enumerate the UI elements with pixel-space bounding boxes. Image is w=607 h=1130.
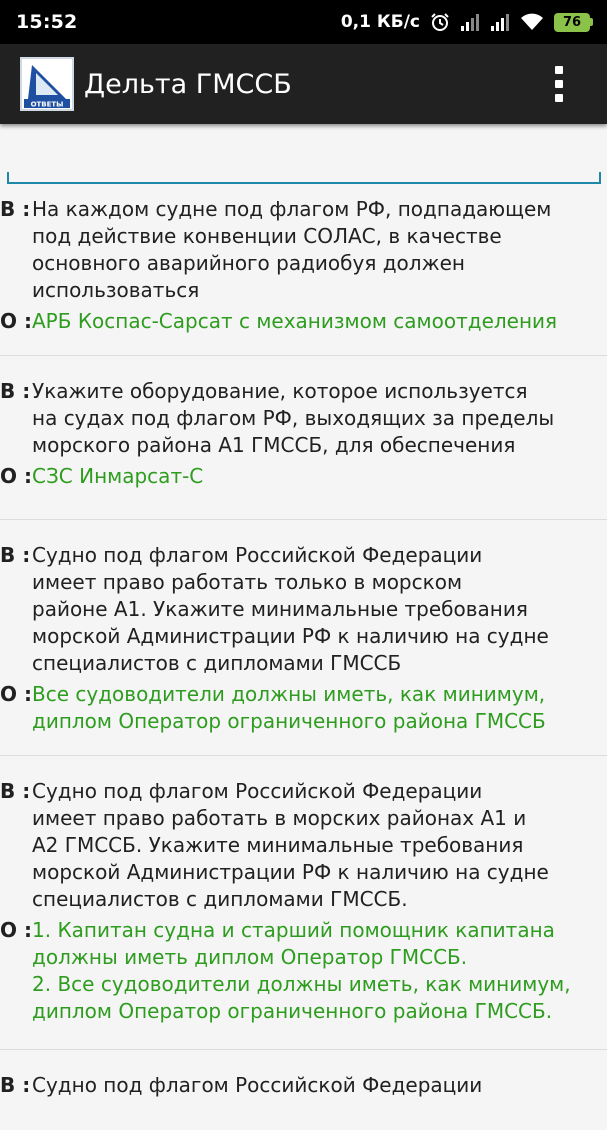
app-title: Дельта ГМССБ <box>84 68 292 100</box>
battery-icon <box>554 13 593 32</box>
signal-icon <box>490 13 510 31</box>
signal-icon <box>460 13 480 31</box>
question-text: На каждом судне под флагом РФ, подпадающем под действие конвенции СОЛАС, в качестве основного аварийного радиобуя должен использоваться <box>32 197 552 302</box>
question-text: Укажите оборудование, которое используется на судах под флагом РФ, выходящих за пределы морского района А1 ГМССБ, для обеспечения <box>32 379 555 457</box>
list-item[interactable] <box>0 520 607 756</box>
wifi-icon <box>520 13 544 31</box>
battery-level: 76 <box>554 13 590 32</box>
answer-prefix: О : <box>0 464 32 488</box>
question-text: Судно под флагом Российской Федерации <box>32 1073 483 1097</box>
status-icons <box>341 12 593 32</box>
status-time: 15:52 <box>16 11 78 33</box>
answer-text: СЗС Инмарсат-С <box>32 464 204 488</box>
answer-text: Все судоводители должны иметь, как минимум, диплом Оператор ограниченного района ГМССБ <box>32 682 546 733</box>
answer-prefix: О : <box>0 682 32 706</box>
network-speed: 0,1 КБ/с <box>340 12 420 32</box>
list-item[interactable] <box>0 1050 607 1130</box>
question-text: Судно под флагом Российской Федерации имеет право работать только в морском районе А1. Укажите минимальные требования морской Администрации РФ к наличию на судне специалистов с дипломами ГМССБ <box>32 543 549 675</box>
qa-list <box>0 190 607 1130</box>
more-vert-icon[interactable] <box>537 54 581 114</box>
question-prefix: В : <box>0 543 31 567</box>
question-prefix: В : <box>0 197 31 221</box>
question-prefix: В : <box>0 779 31 803</box>
answer-prefix: О : <box>0 918 32 942</box>
answer-text: 1. Капитан судна и старший помощник капитана должны иметь диплом Оператор ГМССБ. 2. Все судоводители должны иметь, как минимум, диплом Оператор ограниченного района ГМССБ. <box>32 918 571 1023</box>
question-prefix: В : <box>0 379 31 403</box>
app-logo <box>20 57 74 111</box>
answer-prefix: О : <box>0 309 32 333</box>
list-item[interactable] <box>0 190 607 356</box>
question-text: Судно под флагом Российской Федерации имеет право работать в морских районах А1 и А2 ГМССБ. Укажите минимальные требования морской Администрации РФ к наличию на судне специалистов с дипломами ГМССБ. <box>32 779 549 911</box>
app-bar <box>0 44 607 124</box>
question-prefix: В : <box>0 1073 31 1097</box>
list-item[interactable] <box>0 756 607 1050</box>
search-input[interactable] <box>7 144 601 184</box>
search-bar <box>0 124 607 190</box>
list-item[interactable] <box>0 356 607 520</box>
svg-text:ОТВЕТЫ: ОТВЕТЫ <box>30 100 64 109</box>
answer-text: АРБ Коспас-Сарсат с механизмом самоотделения <box>32 309 558 333</box>
alarm-icon <box>430 12 450 32</box>
status-bar <box>0 0 607 44</box>
